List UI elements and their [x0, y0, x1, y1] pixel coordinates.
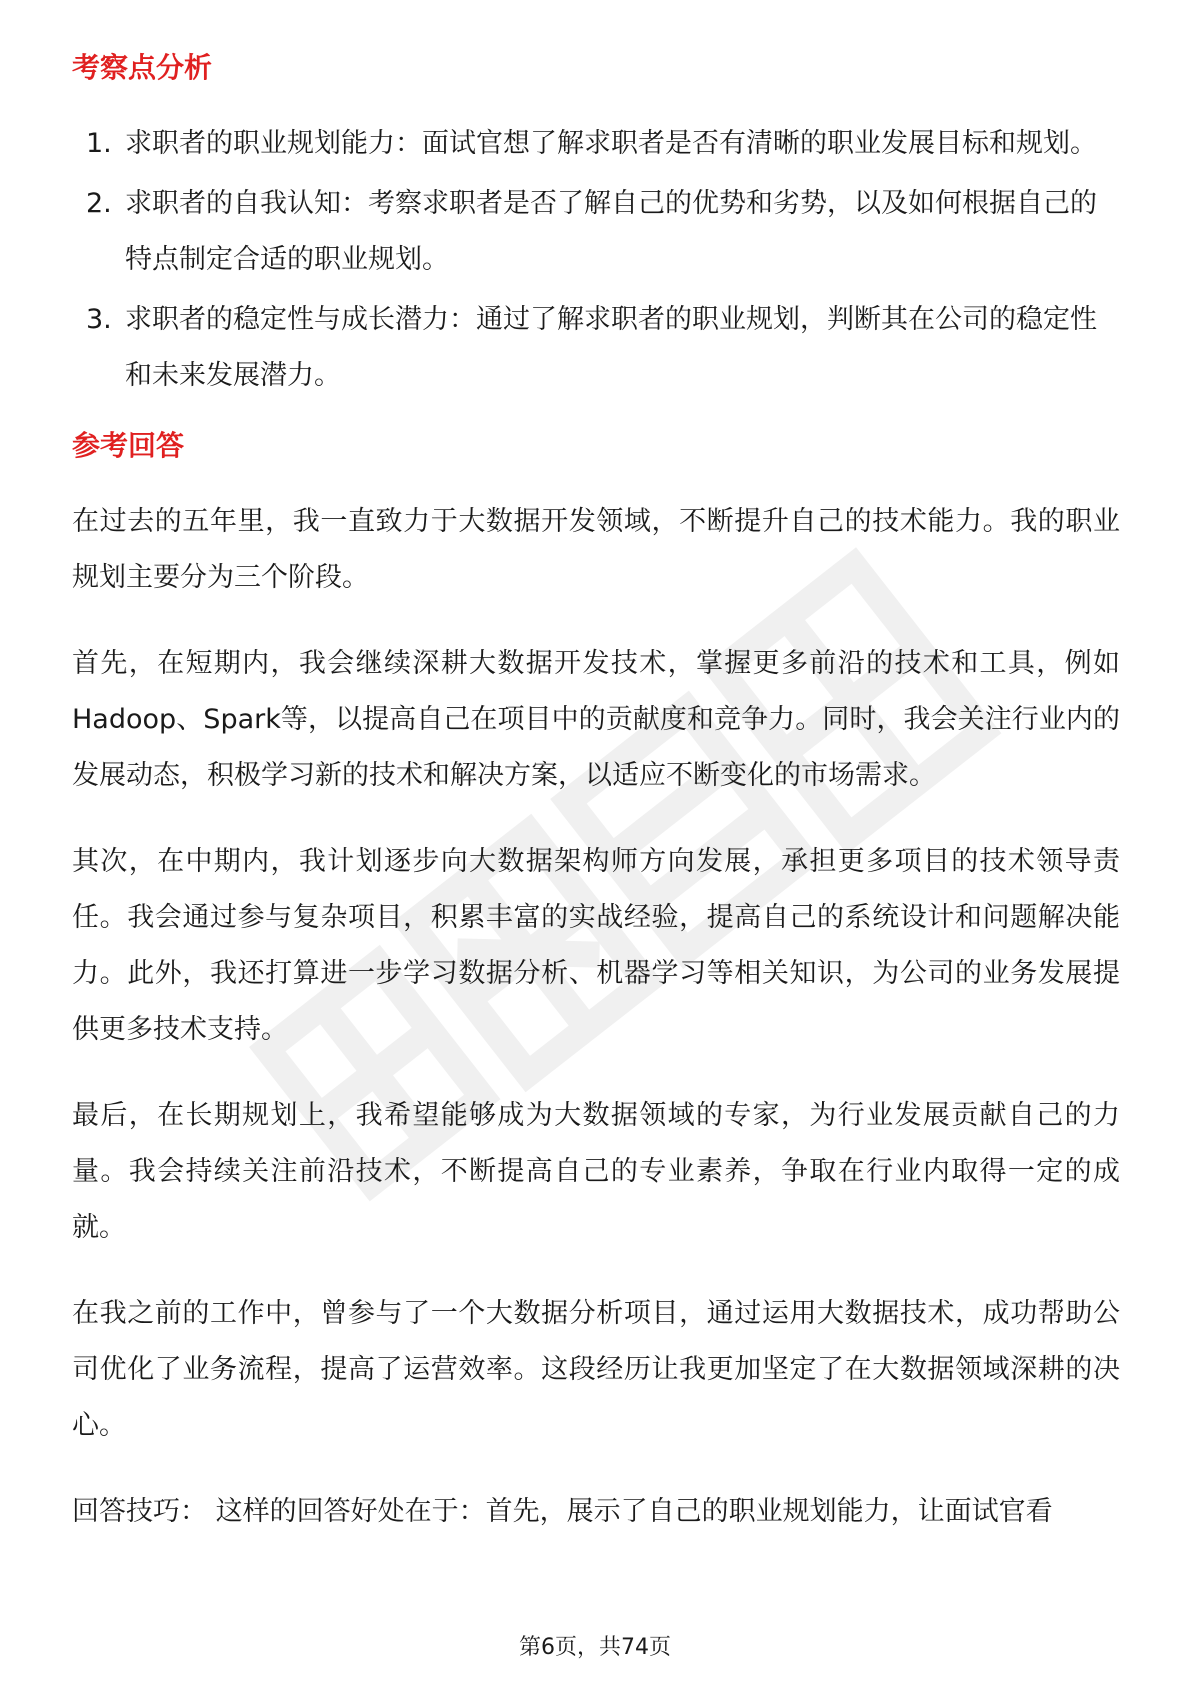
list-item — [72, 116, 1120, 172]
list-item-number: 3. — [86, 304, 112, 335]
document-page — [72, 40, 1120, 1540]
list-item-number: 2. — [86, 188, 112, 219]
answer-paragraph-experience: 在我之前的工作中，曾参与了一个大数据分析项目，通过运用大数据技术，成功帮助公司优化了业务流程，提高了运营效率。这段经历让我更加坚定了在大数据领域深耕的决心。 — [72, 1298, 1120, 1441]
answer-tips-paragraph: 回答技巧： 这样的回答好处在于：首先，展示了自己的职业规划能力，让面试官看 — [72, 1496, 1053, 1527]
analysis-list — [72, 116, 1120, 404]
answer-paragraph-long-term: 最后，在长期规划上，我希望能够成为大数据领域的专家，为行业发展贡献自己的力量。我会持续关注前沿技术，不断提高自己的专业素养，争取在行业内取得一定的成就。 — [72, 1100, 1120, 1243]
answer-paragraph-short-term: 首先，在短期内，我会继续深耕大数据开发技术，掌握更多前沿的技术和工具，例如Hadoop、Spark等，以提高自己在项目中的贡献度和竞争力。同时，我会关注行业内的发展动态，积极学习新的技术和解决方案，以适应不断变化的市场需求。 — [72, 648, 1120, 791]
list-item-number: 1. — [86, 128, 112, 159]
page-number: 第6页，共74页 — [519, 1635, 671, 1660]
answer-heading: 参考回答 — [72, 429, 185, 462]
list-item-text: 求职者的职业规划能力：面试官想了解求职者是否有清晰的职业发展目标和规划。 — [125, 128, 1097, 159]
list-item — [72, 176, 1120, 288]
list-item-text: 求职者的稳定性与成长潜力：通过了解求职者的职业规划，判断其在公司的稳定性和未来发展潜力。 — [125, 304, 1097, 391]
answer-paragraph-intro: 在过去的五年里，我一直致力于大数据开发领域，不断提升自己的技术能力。我的职业规划主要分为三个阶段。 — [72, 506, 1120, 593]
answer-paragraph-mid-term: 其次，在中期内，我计划逐步向大数据架构师方向发展，承担更多项目的技术领导责任。我会通过参与复杂项目，积累丰富的实战经验，提高自己的系统设计和问题解决能力。此外，我还打算进一步学习数据分析、机器学习等相关知识，为公司的业务发展提供更多技术支持。 — [72, 846, 1120, 1045]
list-item-text: 求职者的自我认知：考察求职者是否了解自己的优势和劣势，以及如何根据自己的特点制定合适的职业规划。 — [125, 188, 1097, 275]
list-item — [72, 292, 1120, 404]
analysis-heading: 考察点分析 — [72, 51, 213, 84]
